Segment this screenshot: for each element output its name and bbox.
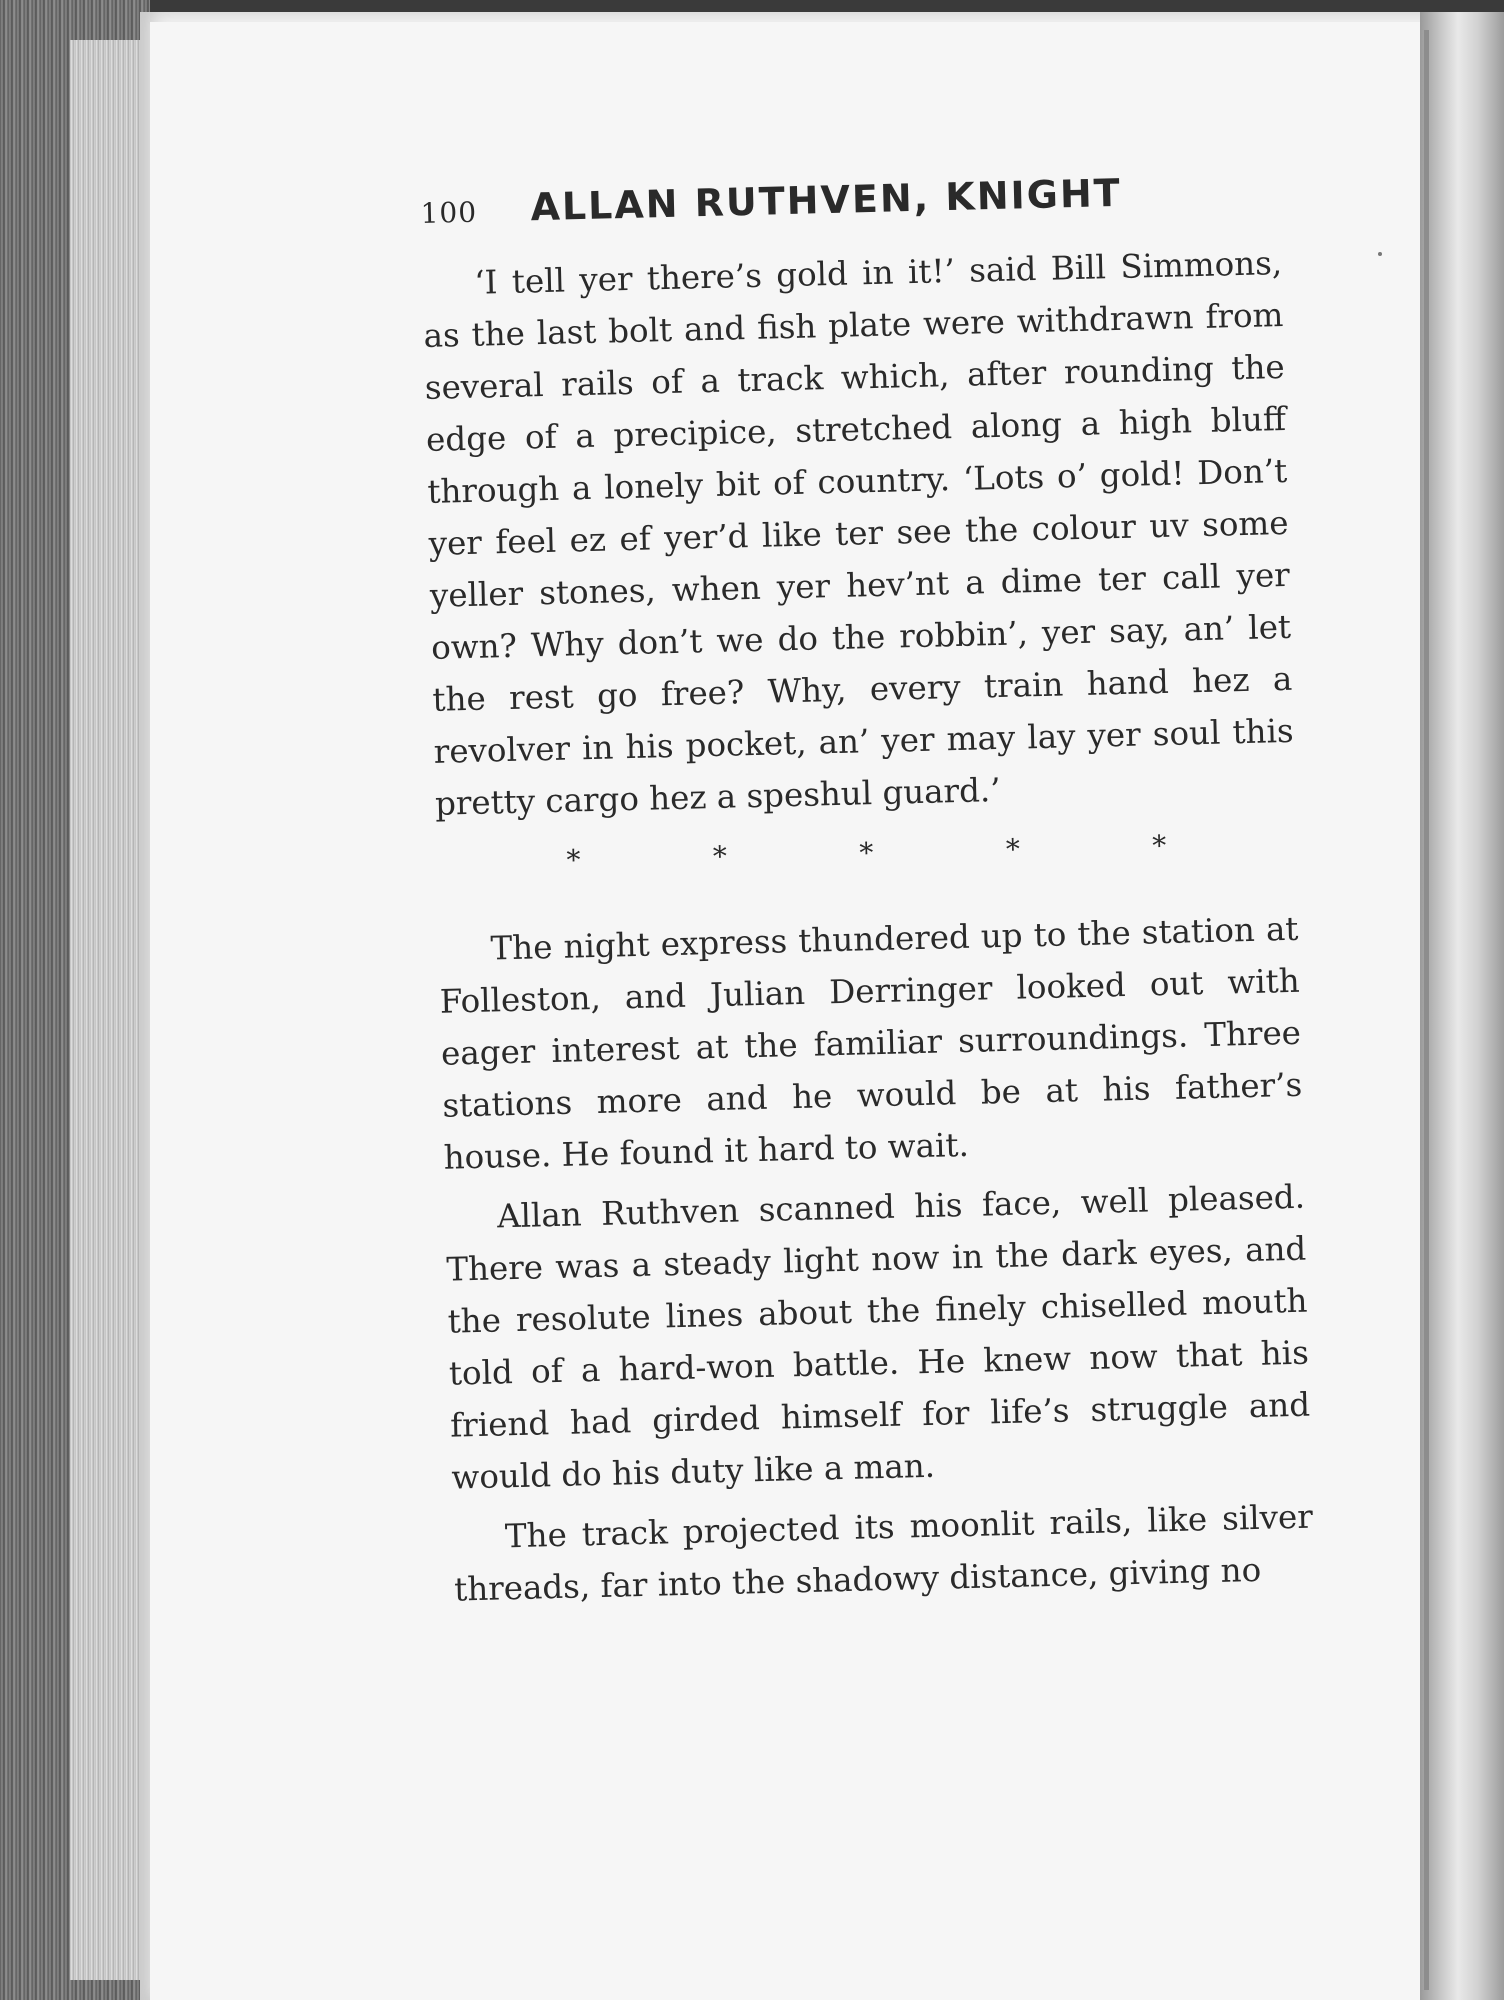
section-break-star: *	[1005, 832, 1021, 866]
paragraph: The night express thundered up to the station at Folleston, and Julian Derringer looked out with eager interest at the familiar surroundings. Three stations more and he would be at his father’s house. He found it hard to wait.	[439, 909, 1303, 1177]
section-break	[566, 816, 1168, 921]
page-number: 100	[420, 195, 478, 230]
section-break-star: *	[566, 843, 581, 877]
section-break-star: *	[712, 839, 728, 874]
paragraph: Allan Ruthven scanned his face, well pleased. There was a steady light now in the dark eyes, and the resolute lines about the finely chiselled mouth told of a hard-won battle. He knew now that his friend had girded himself for life’s struggle and would do his duty like a man.	[445, 1177, 1311, 1497]
book-right-edge	[1420, 12, 1504, 2000]
section-break-star: *	[1151, 828, 1167, 863]
paragraph: ‘I tell yer there’s gold in it!’ said Bill Simmons, as the last bolt and fish plate were withdrawn from several rails of a track which, after rounding the edge of a precipice, stretched along a high bluff through a lonely bit of country. ‘Lots o’ gold! Don’t yer feel ez ef yer’d like ter see the colour uv some yeller stones, when yer hev’nt a dime ter call yer own? Why don’t we do the robbin’, yer say, an’ let the rest go free? Why, every train hand hez a revolver in his pocket, an’ yer may lay yer soul this pretty cargo hez a speshul guard.’	[423, 243, 1294, 823]
running-title: ALLAN RUTHVEN, KNIGHT	[529, 170, 1123, 230]
book-page-edges-inner	[70, 40, 150, 1980]
paragraph: The track projected its moonlit rails, like silver threads, far into the shadowy distance, giving no	[453, 1497, 1314, 1609]
page-text-block	[420, 167, 1315, 1616]
scan-speck	[1378, 252, 1382, 256]
section-break-star: *	[858, 836, 874, 870]
book-gutter-line	[1424, 30, 1429, 1990]
